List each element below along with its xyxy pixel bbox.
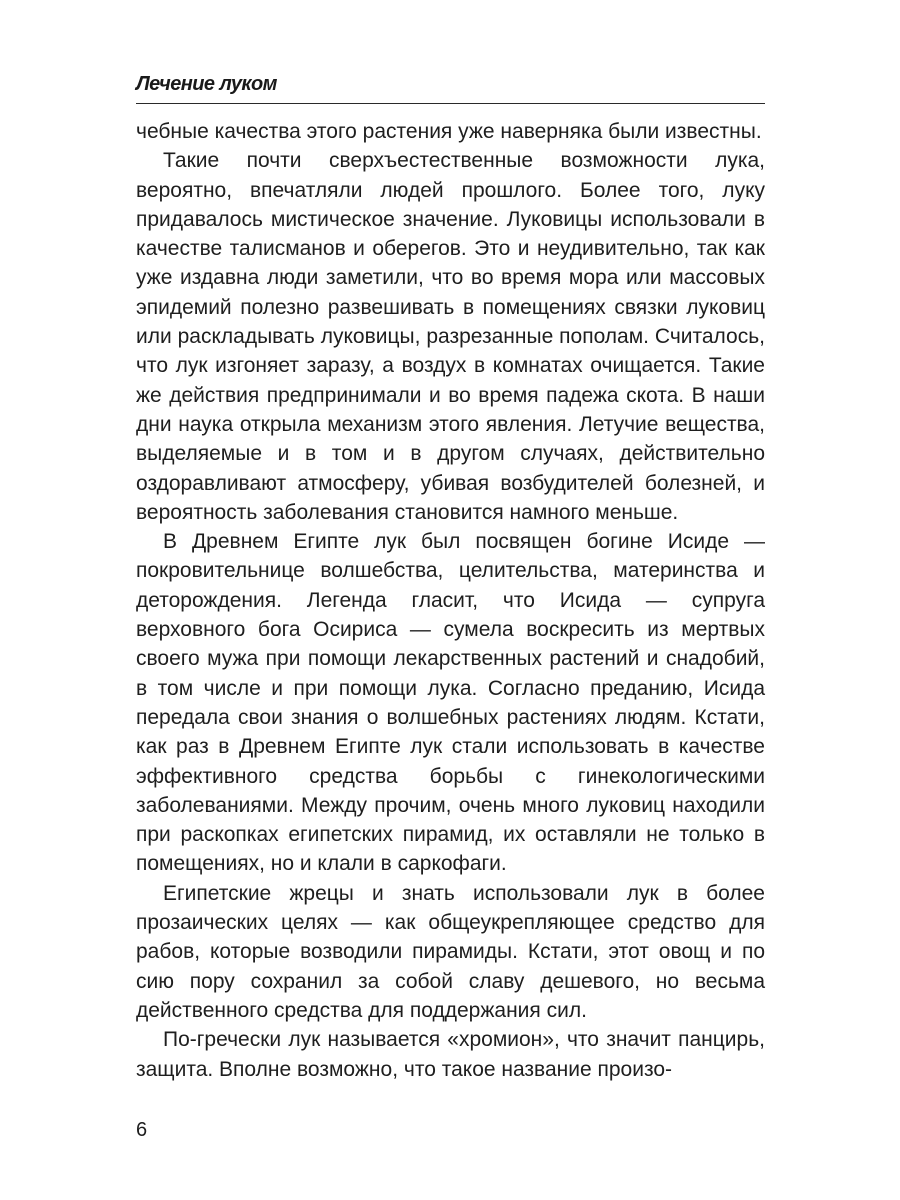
paragraph-continuation: чебные качества этого растения уже наверняка были известны. — [136, 120, 762, 143]
running-title: Лечение луком — [136, 73, 277, 95]
page-number: 6 — [136, 1119, 148, 1141]
body-text — [136, 117, 765, 1084]
paragraph-onion-mystical: Такие почти сверхъестественные возможности лука, вероятно, впечатляли людей прошлого. Более того, луку придавалось мистическое значение. Луковицы использовали в качестве талисманов и оберегов. Это и неудивительно, так как уже издавна люди заметили, что во время мора или массовых эпидемий полезно развешивать в помещениях связки луковиц или раскладывать луковицы, разрезанные пополам. Считалось, что лук изгоняет заразу, а воздух в комнатах очищается. Такие же действия предпринимали и во время падежа скота. В наши дни наука открыла механизм этого явления. Летучие вещества, выделяемые и в том и в другом случаях, действительно оздоравливают атмосферу, убивая возбудителей болезней, и вероятность заболевания становится намного меньше. — [136, 149, 765, 524]
header-rule — [136, 103, 765, 104]
paragraph-ancient-egypt: В Древнем Египте лук был посвящен богине Исиде — покровительнице волшебства, целительства, материнства и деторождения. Легенда гласит, что Исида — супруга верховного бога Осириса — сумела воскресить из мертвых своего мужа при помощи лекарственных растений и снадобий, в том числе и при помощи лука. Согласно преданию, Исида передала свои знания о волшебных растениях людям. Кстати, как раз в Древнем Египте лук стали использовать в качестве эффективного средства борьбы с гинекологическими заболеваниями. Между прочим, очень много луковиц находили при раскопках египетских пирамид, их оставляли не только в помещениях, но и клали в саркофаги. — [136, 530, 765, 876]
paragraph-greek-name: По-гречески лук называется «хромион», что значит панцирь, защита. Вполне возможно, что такое название произо- — [136, 1028, 765, 1081]
paragraph-priests: Египетские жрецы и знать использовали лук в более прозаических целях — как общеукрепляющее средство для рабов, которые возводили пирамиды. Кстати, этот овощ и по сию пору сохранил за собой славу дешевого, но весьма действенного средства для поддержания сил. — [136, 881, 765, 1022]
